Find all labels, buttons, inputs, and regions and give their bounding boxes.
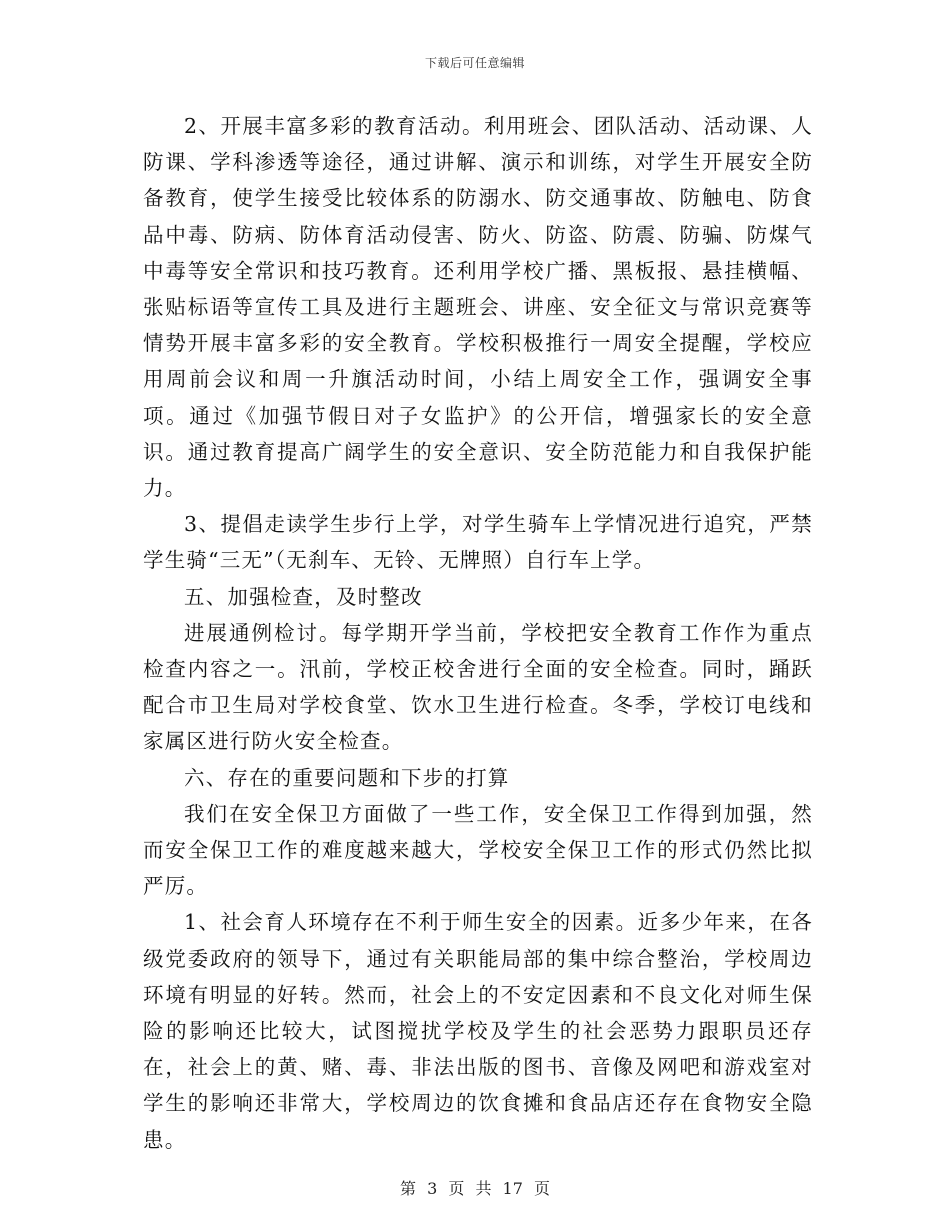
paragraph-security-work: 我们在安全保卫方面做了一些工作，安全保卫工作得到加强，然而安全保卫工作的难度越来越大，学校安全保卫工作的形式仍然比拟严厉。 bbox=[143, 801, 813, 899]
paragraph-routine-inspection: 进展通例检讨。每学期开学当前，学校把安全教育工作作为重点检查内容之一。汛前，学校正校舍进行全面的安全检查。同时，踊跃配合市卫生局对学校食堂、饮水卫生进行检查。冬季，学校订电线和家属区进行防火安全检查。 bbox=[143, 620, 813, 754]
document-body bbox=[143, 108, 813, 1158]
page-number: 第 3 页 共 17 页 bbox=[400, 1179, 550, 1198]
paragraph-social-environment: 1、社会育人环境存在不利于师生安全的因素。近多少年来，在各级党委政府的领导下，通过有关职能局部的集中综合整治，学校周边环境有明显的好转。然而，社会上的不安定因素和不良文化对师生保险的影响还比较大，试图搅扰学校及学生的社会恶势力跟职员还存在，社会上的黄、赌、毒、非法出版的图书、音像及网吧和游戏室对学生的影响还非常大，学校周边的饮食摊和食品店还存在食物安全隐患。 bbox=[143, 910, 813, 1152]
section-heading-inspection: 五、加强检查，及时整改 bbox=[184, 584, 423, 609]
download-edit-note: 下载后可任意编辑 bbox=[424, 56, 525, 70]
paragraph-education-activities: 2、开展丰富多彩的教育活动。利用班会、团队活动、活动课、人防课、学科渗透等途径，通过讲解、演示和训练，对学生开展安全防备教育，使学生接受比较体系的防溺水、防交通事故、防触电、防食品中毒、防病、防体育活动侵害、防火、防盗、防震、防骗、防煤气中毒等安全常识和技巧教育。还利用学校广播、黑板报、悬挂横幅、张贴标语等宣传工具及进行主题班会、讲座、安全征文与常识竞赛等情势开展丰富多彩的安全教育。学校积极推行一周安全提醒，学校应用周前会议和周一升旗活动时间，小结上周安全工作，强调安全事项。通过《加强节假日对子女监护》的公开信，增强家长的安全意识。通过教育提高广阔学生的安全意识、安全防范能力和自我保护能力。 bbox=[143, 114, 813, 501]
paragraph-walking-to-school: 3、提倡走读学生步行上学，对学生骑车上学情况进行追究，严禁学生骑“三无”（无刹车、无铃、无牌照）自行车上学。 bbox=[143, 512, 813, 573]
section-heading-problems-plans: 六、存在的重要问题和下步的打算 bbox=[184, 765, 510, 790]
